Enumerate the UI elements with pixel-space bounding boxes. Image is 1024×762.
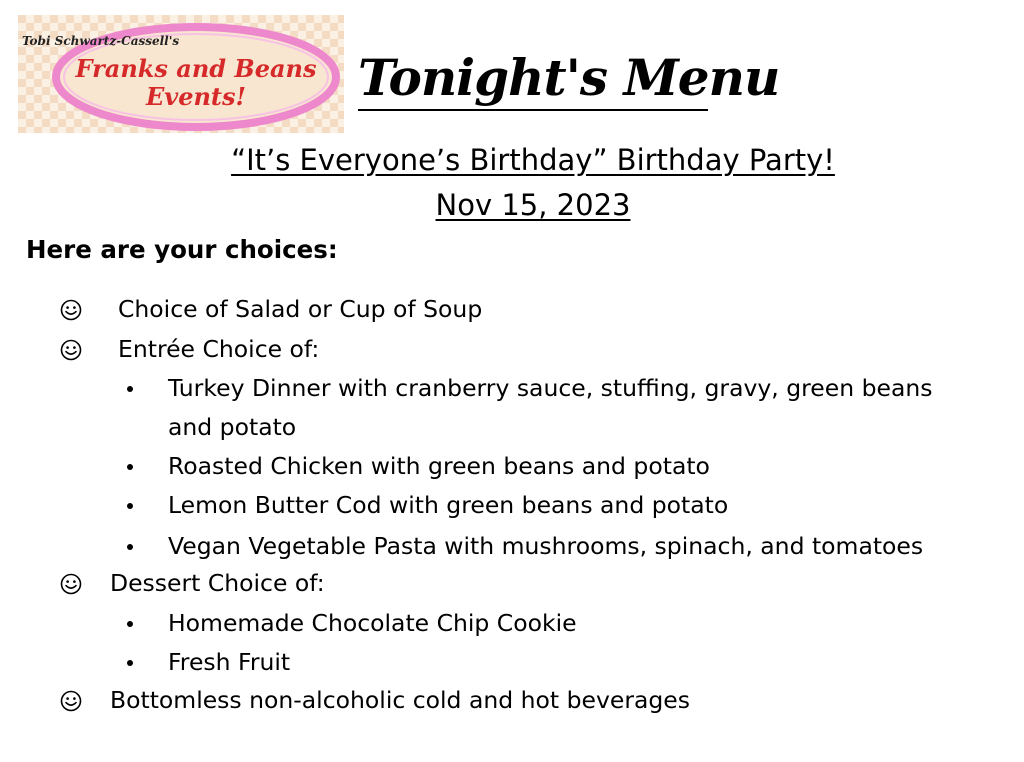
smiley-face-icon bbox=[60, 299, 82, 321]
logo-byline: Tobi Schwartz-Cassell's bbox=[22, 34, 180, 48]
logo-line-2: Events! bbox=[145, 82, 247, 111]
choices-heading: Here are your choices: bbox=[26, 235, 338, 264]
bullet-dot-icon bbox=[127, 503, 133, 509]
dessert-option-text: Fresh Fruit bbox=[168, 648, 291, 676]
logo-graphic bbox=[18, 15, 344, 133]
smiley-face-icon bbox=[60, 573, 82, 595]
smiley-face-icon bbox=[60, 339, 82, 361]
event-date bbox=[0, 186, 1024, 224]
entree-option-text: Lemon Butter Cod with green beans and potato bbox=[168, 491, 729, 519]
entree-label: Entrée Choice of: bbox=[118, 335, 320, 363]
entree-option-text: Roasted Chicken with green beans and potato bbox=[168, 452, 710, 480]
bullet-dot-icon bbox=[127, 660, 133, 666]
starter-text: Choice of Salad or Cup of Soup bbox=[118, 295, 483, 323]
bullet-dot-icon bbox=[127, 544, 133, 550]
event-name-text: “It’s Everyone’s Birthday” Birthday Party! bbox=[231, 143, 835, 177]
logo-line-1: Franks and Beans bbox=[75, 54, 317, 83]
smiley-face-icon bbox=[60, 690, 82, 712]
dessert-label: Dessert Choice of: bbox=[110, 569, 325, 597]
event-name bbox=[0, 141, 1024, 179]
bullet-dot-icon bbox=[127, 386, 133, 392]
bullet-dot-icon bbox=[127, 621, 133, 627]
beverages-text: Bottomless non-alcoholic cold and hot beverages bbox=[110, 686, 691, 714]
entree-option-text: and potato bbox=[168, 413, 297, 441]
dessert-option-text: Homemade Chocolate Chip Cookie bbox=[168, 609, 577, 637]
event-date-text: Nov 15, 2023 bbox=[435, 188, 631, 222]
title-underline bbox=[358, 109, 708, 111]
page-title: Tonight's Menu bbox=[358, 48, 780, 107]
bullet-dot-icon bbox=[127, 464, 133, 470]
entree-option-text: Vegan Vegetable Pasta with mushrooms, spinach, and tomatoes bbox=[168, 532, 924, 560]
company-logo bbox=[18, 15, 344, 133]
entree-option-text: Turkey Dinner with cranberry sauce, stuffing, gravy, green beans bbox=[168, 374, 933, 402]
